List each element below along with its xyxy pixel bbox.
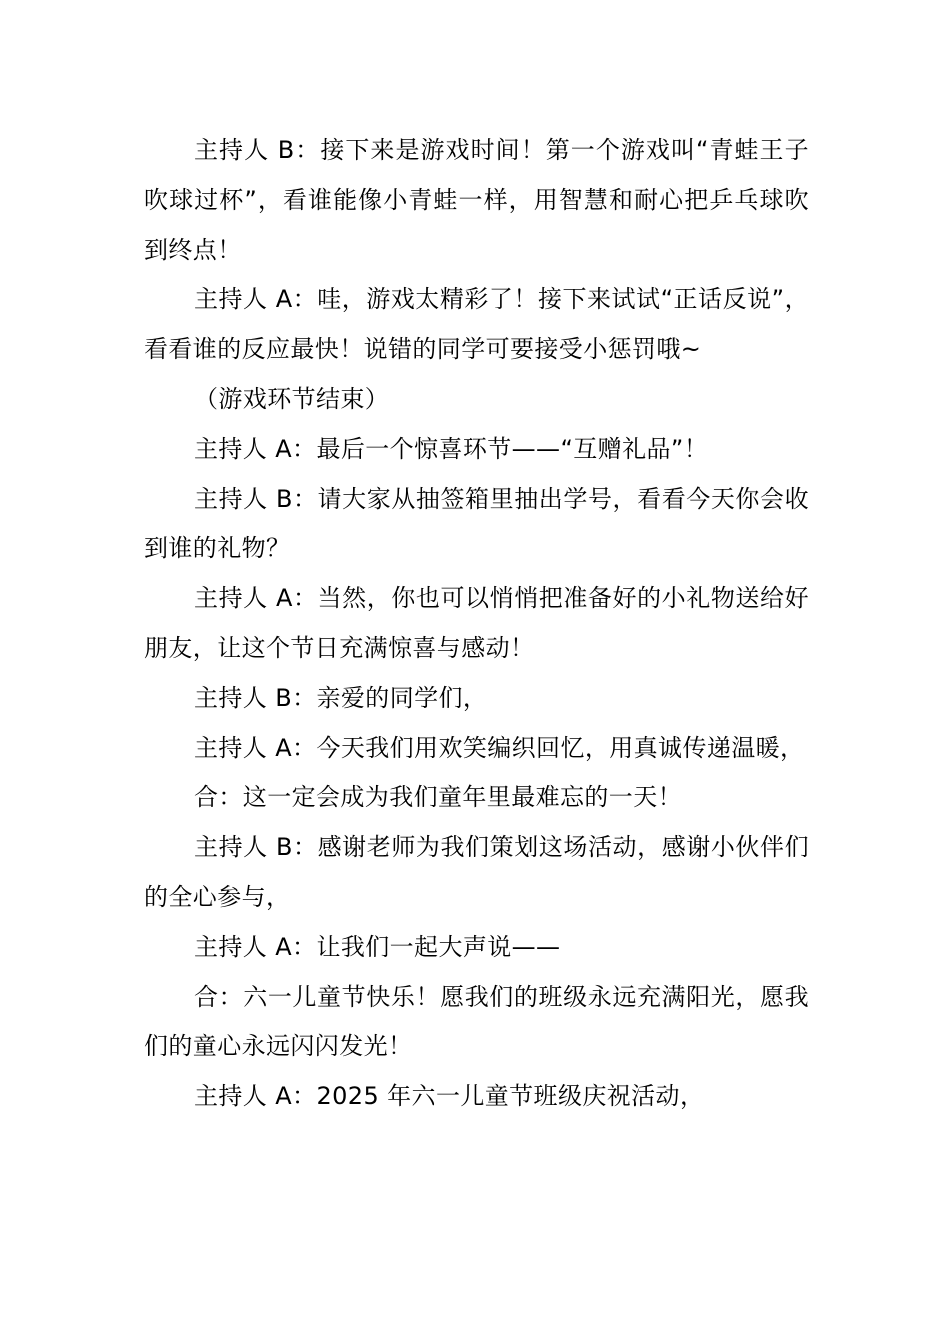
paragraph-draw-lots: 主持人 B：请大家从抽签箱里抽出学号，看看今天你会收到谁的礼物？ (144, 484, 809, 563)
paragraph-send-gift: 主持人 A：当然，你也可以悄悄把准备好的小礼物送给好朋友，让这个节日充满惊喜与感动！ (144, 584, 809, 662)
paragraph-happy-childrens-day: 合：六一儿童节快乐！愿我们的班级永远充满阳光，愿我们的童心永远闪闪发光！ (144, 982, 809, 1061)
paragraph-event-title: 主持人 A：2025 年六一儿童节班级庆祝活动， (194, 1082, 705, 1111)
paragraph-memories: 主持人 A：今天我们用欢笑编织回忆，用真诚传递温暖， (194, 733, 805, 762)
paragraph-thanks: 主持人 B：感谢老师为我们策划这场活动，感谢小伙伴们的全心参与， (144, 833, 809, 911)
paragraph-gift-exchange: 主持人 A：最后一个惊喜环节——“互赠礼品”！ (194, 434, 709, 463)
paragraph-say-together: 主持人 A：让我们一起大声说—— (194, 932, 561, 961)
paragraph-dear-classmates: 主持人 B：亲爱的同学们， (194, 683, 488, 712)
paragraph-game-end: （游戏环节结束） (194, 384, 390, 413)
document-body (144, 126, 809, 1122)
paragraph-game-intro: 主持人 B：接下来是游戏时间！第一个游戏叫“青蛙王子吹球过杯”，看谁能像小青蛙一样，用智慧和耐心把乒乓球吹到终点！ (144, 136, 809, 264)
paragraph-unforgettable: 合：这一定会成为我们童年里最难忘的一天！ (194, 783, 682, 812)
paragraph-reverse-speech: 主持人 A：哇，游戏太精彩了！接下来试试“正话反说”，看看谁的反应最快！说错的同学可要接受小惩罚哦~ (144, 285, 809, 364)
